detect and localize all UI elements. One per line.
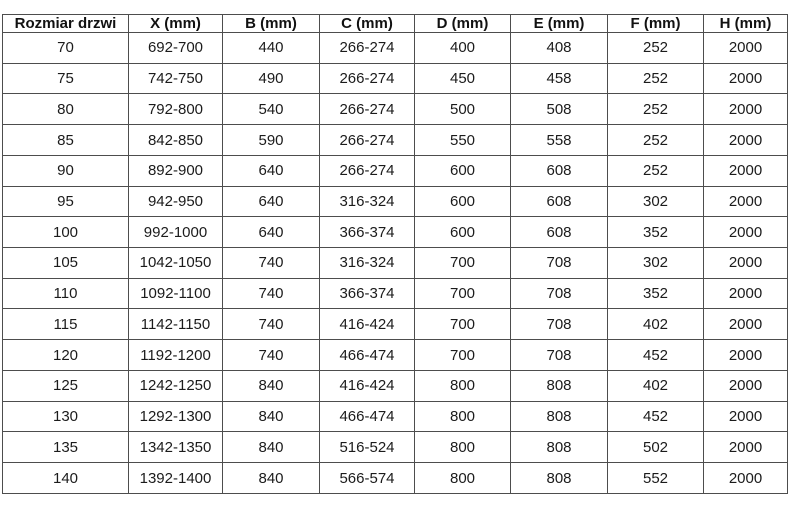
table-cell: 408 <box>511 33 608 64</box>
table-cell: 316-324 <box>320 186 415 217</box>
table-cell: 700 <box>415 309 511 340</box>
table-cell: 1142-1150 <box>129 309 223 340</box>
table-cell: 708 <box>511 278 608 309</box>
table-row <box>3 278 788 309</box>
table-cell: 366-374 <box>320 217 415 248</box>
column-header-7: H (mm) <box>704 15 788 33</box>
table-cell: 252 <box>608 155 704 186</box>
table-row <box>3 33 788 64</box>
table-cell: 85 <box>3 125 129 156</box>
table-cell: 942-950 <box>129 186 223 217</box>
table-cell: 302 <box>608 186 704 217</box>
table-cell: 608 <box>511 217 608 248</box>
table-body <box>3 33 788 494</box>
table-cell: 266-274 <box>320 33 415 64</box>
table-cell: 1192-1200 <box>129 340 223 371</box>
table-cell: 800 <box>415 401 511 432</box>
table-cell: 590 <box>223 125 320 156</box>
table-cell: 302 <box>608 248 704 279</box>
table-cell: 700 <box>415 278 511 309</box>
column-header-0: Rozmiar drzwi <box>3 15 129 33</box>
column-header-3: C (mm) <box>320 15 415 33</box>
table-cell: 566-574 <box>320 463 415 494</box>
table-row <box>3 432 788 463</box>
table-row <box>3 186 788 217</box>
table-cell: 808 <box>511 401 608 432</box>
table-cell: 2000 <box>704 33 788 64</box>
table-cell: 416-424 <box>320 370 415 401</box>
table-row <box>3 463 788 494</box>
table-cell: 1292-1300 <box>129 401 223 432</box>
column-header-4: D (mm) <box>415 15 511 33</box>
table-cell: 840 <box>223 463 320 494</box>
table-header <box>3 15 788 33</box>
table-row <box>3 155 788 186</box>
table-cell: 2000 <box>704 186 788 217</box>
table-cell: 2000 <box>704 94 788 125</box>
table-cell: 1392-1400 <box>129 463 223 494</box>
table-cell: 508 <box>511 94 608 125</box>
column-header-1: X (mm) <box>129 15 223 33</box>
table-cell: 400 <box>415 33 511 64</box>
table-cell: 808 <box>511 432 608 463</box>
table-row <box>3 248 788 279</box>
table-cell: 1092-1100 <box>129 278 223 309</box>
table-row <box>3 370 788 401</box>
table-cell: 2000 <box>704 125 788 156</box>
table-cell: 95 <box>3 186 129 217</box>
table-cell: 450 <box>415 63 511 94</box>
table-cell: 452 <box>608 340 704 371</box>
table-cell: 640 <box>223 217 320 248</box>
table-cell: 640 <box>223 155 320 186</box>
table-row <box>3 217 788 248</box>
table-cell: 808 <box>511 370 608 401</box>
table-cell: 550 <box>415 125 511 156</box>
header-row <box>3 15 788 33</box>
table-cell: 740 <box>223 340 320 371</box>
table-cell: 608 <box>511 155 608 186</box>
table-cell: 352 <box>608 217 704 248</box>
table-cell: 808 <box>511 463 608 494</box>
table-cell: 516-524 <box>320 432 415 463</box>
table-cell: 600 <box>415 217 511 248</box>
table-cell: 2000 <box>704 401 788 432</box>
table-cell: 840 <box>223 370 320 401</box>
table-cell: 90 <box>3 155 129 186</box>
table-cell: 2000 <box>704 309 788 340</box>
table-cell: 740 <box>223 309 320 340</box>
table-cell: 2000 <box>704 278 788 309</box>
table-cell: 266-274 <box>320 125 415 156</box>
table-cell: 1342-1350 <box>129 432 223 463</box>
table-cell: 708 <box>511 340 608 371</box>
table-cell: 120 <box>3 340 129 371</box>
table-cell: 500 <box>415 94 511 125</box>
column-header-5: E (mm) <box>511 15 608 33</box>
table-row <box>3 309 788 340</box>
table-cell: 800 <box>415 432 511 463</box>
table-cell: 458 <box>511 63 608 94</box>
table-cell: 2000 <box>704 217 788 248</box>
table-cell: 490 <box>223 63 320 94</box>
table-cell: 600 <box>415 155 511 186</box>
table-cell: 742-750 <box>129 63 223 94</box>
table-cell: 708 <box>511 248 608 279</box>
table-cell: 600 <box>415 186 511 217</box>
table-cell: 70 <box>3 33 129 64</box>
table-cell: 692-700 <box>129 33 223 64</box>
table-cell: 700 <box>415 340 511 371</box>
table-cell: 558 <box>511 125 608 156</box>
table-cell: 252 <box>608 63 704 94</box>
table-row <box>3 340 788 371</box>
table-cell: 266-274 <box>320 63 415 94</box>
table-cell: 110 <box>3 278 129 309</box>
table-cell: 466-474 <box>320 340 415 371</box>
table-cell: 2000 <box>704 155 788 186</box>
table-cell: 708 <box>511 309 608 340</box>
table-cell: 2000 <box>704 370 788 401</box>
table-cell: 840 <box>223 401 320 432</box>
table-cell: 416-424 <box>320 309 415 340</box>
table-cell: 2000 <box>704 63 788 94</box>
table-cell: 2000 <box>704 248 788 279</box>
table-cell: 800 <box>415 370 511 401</box>
table-cell: 840 <box>223 432 320 463</box>
table-cell: 2000 <box>704 340 788 371</box>
table-row <box>3 125 788 156</box>
table-row <box>3 401 788 432</box>
table-cell: 640 <box>223 186 320 217</box>
table-cell: 140 <box>3 463 129 494</box>
table-cell: 608 <box>511 186 608 217</box>
table-cell: 2000 <box>704 432 788 463</box>
table-cell: 740 <box>223 278 320 309</box>
column-header-6: F (mm) <box>608 15 704 33</box>
table-cell: 115 <box>3 309 129 340</box>
table-cell: 740 <box>223 248 320 279</box>
column-header-2: B (mm) <box>223 15 320 33</box>
table-cell: 252 <box>608 94 704 125</box>
table-cell: 440 <box>223 33 320 64</box>
table-cell: 266-274 <box>320 155 415 186</box>
table-cell: 892-900 <box>129 155 223 186</box>
table-cell: 1242-1250 <box>129 370 223 401</box>
table-row <box>3 94 788 125</box>
table-cell: 266-274 <box>320 94 415 125</box>
table-cell: 452 <box>608 401 704 432</box>
table-cell: 552 <box>608 463 704 494</box>
table-cell: 466-474 <box>320 401 415 432</box>
table-cell: 100 <box>3 217 129 248</box>
table-cell: 105 <box>3 248 129 279</box>
table-cell: 75 <box>3 63 129 94</box>
table-cell: 402 <box>608 370 704 401</box>
table-cell: 2000 <box>704 463 788 494</box>
table-cell: 80 <box>3 94 129 125</box>
table-cell: 992-1000 <box>129 217 223 248</box>
table-cell: 700 <box>415 248 511 279</box>
table-cell: 366-374 <box>320 278 415 309</box>
table-cell: 800 <box>415 463 511 494</box>
door-sizes-table <box>2 14 788 494</box>
table-cell: 125 <box>3 370 129 401</box>
table-cell: 1042-1050 <box>129 248 223 279</box>
table-cell: 842-850 <box>129 125 223 156</box>
table-cell: 792-800 <box>129 94 223 125</box>
table-cell: 252 <box>608 125 704 156</box>
table-cell: 135 <box>3 432 129 463</box>
table-row <box>3 63 788 94</box>
table-cell: 352 <box>608 278 704 309</box>
table-cell: 252 <box>608 33 704 64</box>
table-cell: 316-324 <box>320 248 415 279</box>
table-cell: 402 <box>608 309 704 340</box>
table-cell: 540 <box>223 94 320 125</box>
table-cell: 502 <box>608 432 704 463</box>
table-cell: 130 <box>3 401 129 432</box>
